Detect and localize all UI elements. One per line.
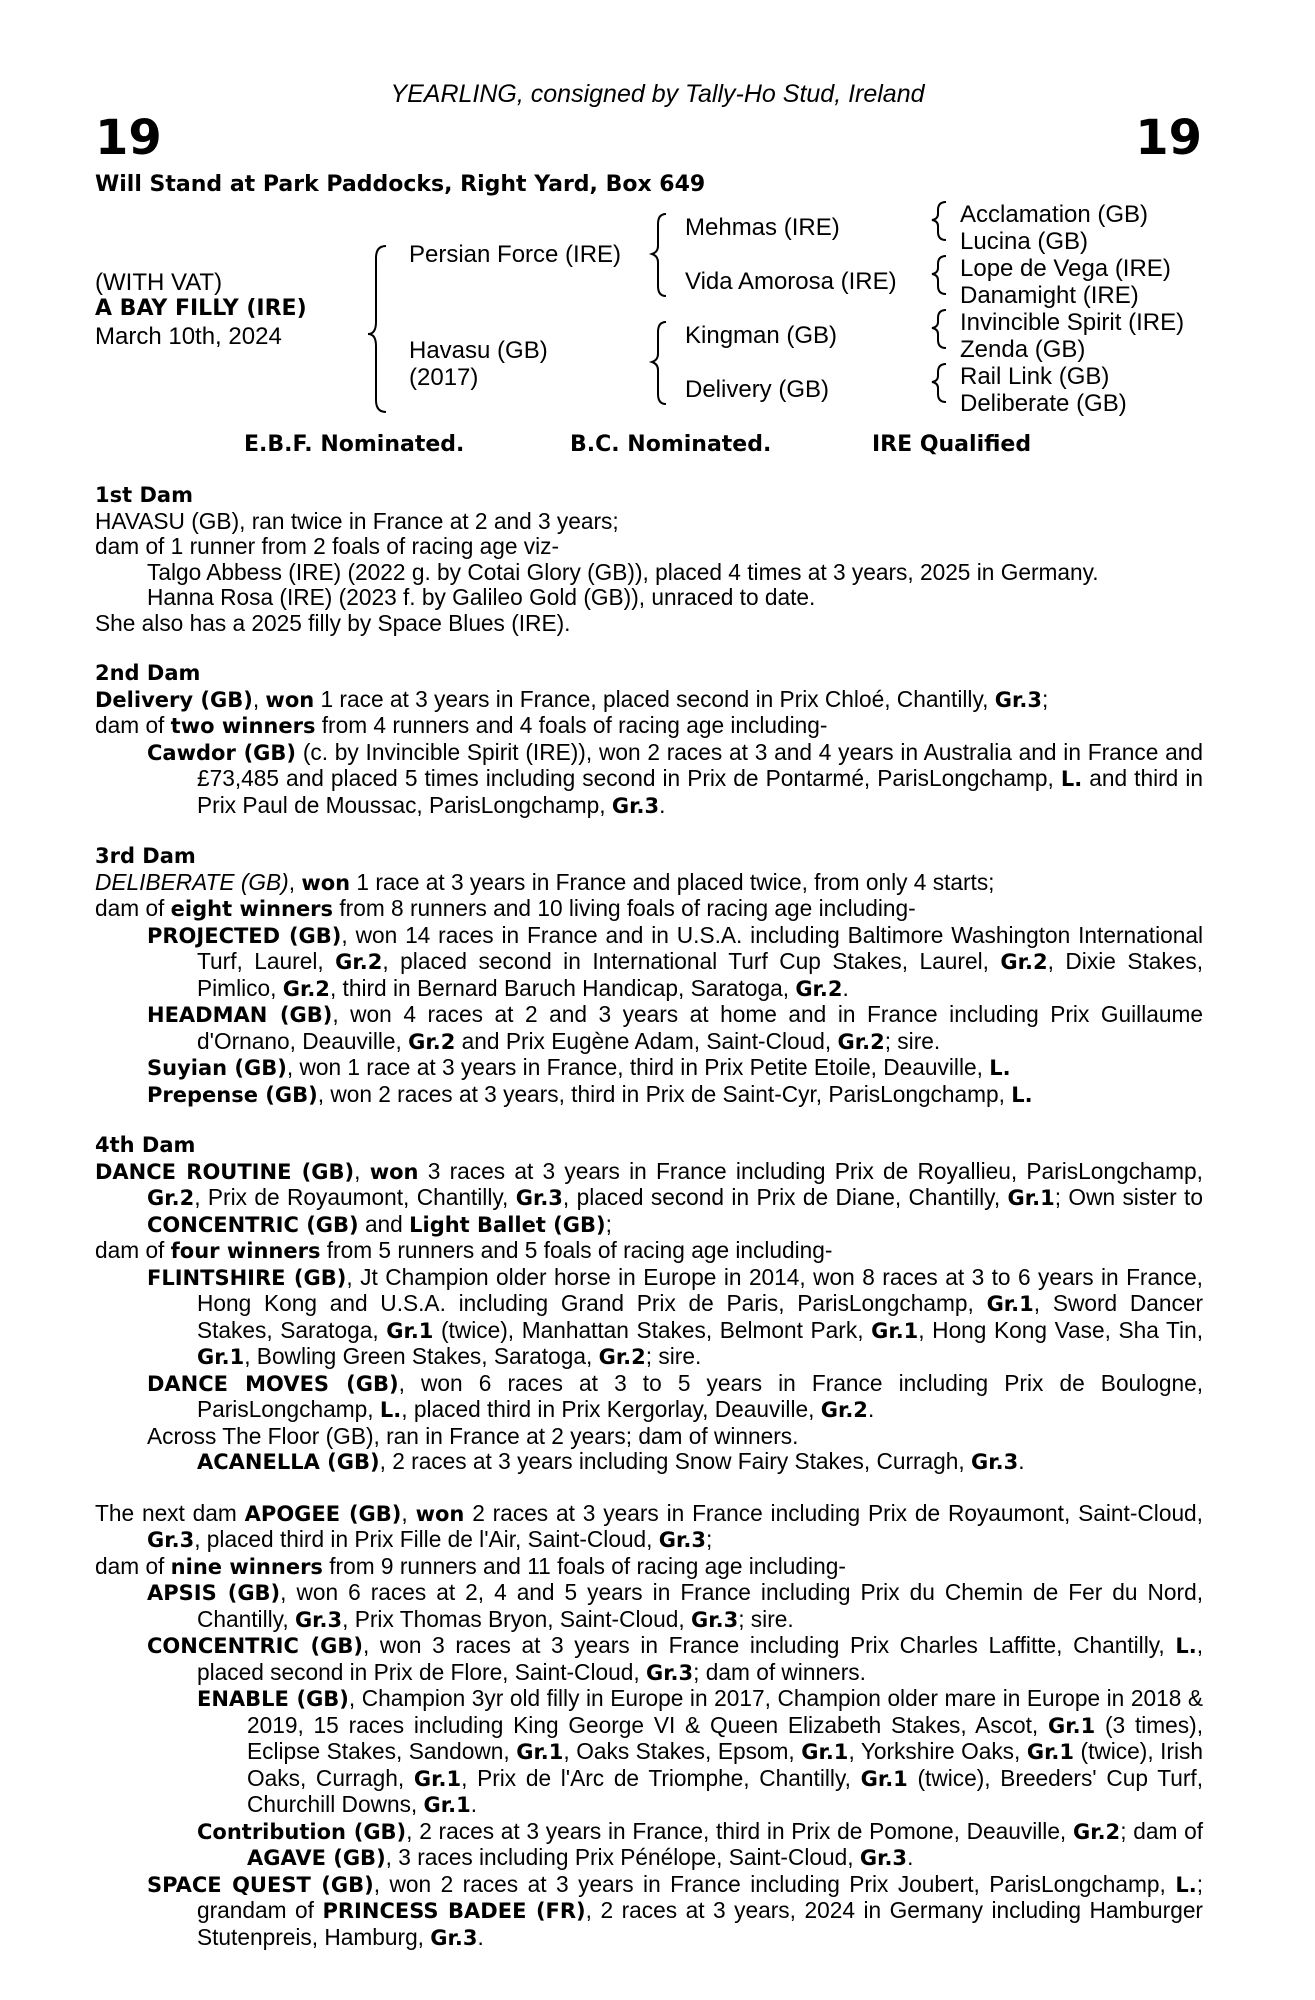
punctuation: . bbox=[1018, 1448, 1025, 1474]
grade-label: Gr.1 bbox=[871, 1318, 919, 1343]
grade-label: Gr.2 bbox=[147, 1186, 195, 1210]
grade-label: Gr.3 bbox=[611, 793, 660, 818]
pedigree-table bbox=[0, 0, 1315, 430]
produce-name: CONCENTRIC (GB) bbox=[147, 1634, 363, 1658]
ebf-nominated: E.B.F. Nominated. bbox=[244, 432, 465, 457]
text: , won 3 races at 3 years in France including Prix Charles Laffitte, Chantilly, bbox=[362, 1632, 1176, 1658]
text: , Bowling Green Stakes, Saratoga, bbox=[244, 1343, 599, 1369]
text: , Prix de Royaumont, Chantilly, bbox=[194, 1184, 516, 1210]
section-heading: 3rd Dam bbox=[95, 844, 196, 868]
dam-year: (2017) bbox=[409, 364, 479, 391]
ire-qualified: IRE Qualified bbox=[872, 432, 1032, 457]
dam-summary: DANCE ROUTINE (GB), won 3 races at 3 years in France including Prix de Royallieu, ParisLongchamp, Gr.2, Prix de Royaumont, Chantilly, Gr.3, placed second in Prix de Diane, Chantilly, Gr.1; Own sister to CONCENTRIC (GB) and Light Ballet (GB); bbox=[95, 1157, 1203, 1237]
text: dam of bbox=[95, 712, 171, 738]
sd-sire: Lope de Vega (IRE) bbox=[960, 255, 1171, 282]
punctuation: . bbox=[477, 1923, 484, 1950]
dam: Havasu (GB) bbox=[409, 337, 548, 364]
winners-count: four winners bbox=[170, 1239, 321, 1263]
text: and third in Prix Paul de Moussac, ParisLongchamp, bbox=[197, 765, 1203, 818]
punctuation: . bbox=[842, 974, 849, 1001]
punctuation: . bbox=[470, 1791, 478, 1817]
text: The next dam bbox=[95, 1499, 245, 1526]
grade-label: Gr.3 bbox=[994, 687, 1042, 712]
text: (twice), Breeders' Cup Turf, Churchill Downs, bbox=[247, 1764, 1204, 1817]
dam-produce-summary bbox=[95, 1554, 1203, 1581]
produce-name: SPACE QUEST (GB) bbox=[147, 1872, 374, 1897]
dam-name: DELIBERATE (GB) bbox=[95, 868, 289, 895]
catalogue-body bbox=[95, 483, 1203, 1976]
dam-produce-summary bbox=[95, 1238, 1203, 1265]
text: ; sire. bbox=[738, 1605, 794, 1632]
text: , Prix de l'Arc de Triomphe, Chantilly, bbox=[461, 1764, 861, 1791]
dam-summary: HAVASU (GB), ran twice in France at 2 and 3 years; bbox=[95, 507, 619, 534]
text: , won 4 races at 2 and 3 years at home and in France including Prix Guillaume d'Ornano, Deauville, bbox=[197, 1001, 1203, 1054]
produce-entry bbox=[95, 923, 1203, 1003]
grade-label: Gr.3 bbox=[294, 1607, 343, 1632]
text: , won 2 races at 3 years in France including Prix Joubert, ParisLongchamp, bbox=[373, 1870, 1176, 1897]
dam-name: DANCE ROUTINE (GB) bbox=[95, 1159, 355, 1184]
grade-label: Gr.3 bbox=[859, 1846, 908, 1870]
dam-summary: Delivery (GB), won 1 race at 3 years in France, placed second in Prix Chloé, Chantilly, Gr.3; bbox=[95, 685, 1049, 712]
third-dam-section bbox=[95, 844, 1203, 1108]
produce-name: APSIS (GB) bbox=[147, 1581, 281, 1605]
text: , 2 races at 3 years, 2024 in Germany including Hamburger Stutenpreis, Hamburg, bbox=[197, 1897, 1203, 1950]
text: , won 1 race at 3 years in France, third in Prix Petite Etoile, Deauville, bbox=[286, 1054, 990, 1080]
lot-number-right: 19 bbox=[1135, 110, 1202, 166]
grade-label: Gr.2 bbox=[1000, 950, 1048, 974]
produce-entry bbox=[95, 1633, 1203, 1686]
produce-name: FLINTSHIRE (GB) bbox=[147, 1265, 347, 1290]
grade-label: Gr.2 bbox=[598, 1345, 646, 1369]
punctuation: ; bbox=[706, 1526, 713, 1552]
dd-dam: Deliberate (GB) bbox=[960, 390, 1127, 417]
grade-label: Gr.1 bbox=[1026, 1740, 1075, 1764]
sibling-name: CONCENTRIC (GB) bbox=[147, 1212, 359, 1237]
punctuation: . bbox=[659, 791, 666, 818]
grade-label: Gr.1 bbox=[1048, 1713, 1096, 1738]
text: , third in Bernard Baruch Handicap, Saratoga, bbox=[329, 974, 796, 1001]
produce-entry bbox=[95, 1686, 1203, 1819]
text: 3 races at 3 years in France including Prix de Royallieu, ParisLongchamp, bbox=[418, 1157, 1203, 1184]
text: , placed third in Prix Kergorlay, Deauville, bbox=[401, 1396, 821, 1422]
grade-label: Gr.2 bbox=[1072, 1819, 1121, 1844]
listed-label: L. bbox=[379, 1398, 402, 1422]
fourth-dam-section bbox=[95, 1133, 1203, 1476]
text: , won 14 races in France and in U.S.A. including Baltimore Washington International Turf, Laurel, bbox=[197, 921, 1203, 974]
text: dam of bbox=[95, 1552, 171, 1579]
race-record: 1 race at 3 years in France and placed twice, from only 4 starts; bbox=[350, 868, 995, 895]
ss-sire: Acclamation (GB) bbox=[960, 201, 1149, 228]
grade-label: Gr.1 bbox=[801, 1740, 849, 1764]
consignment-line: YEARLING, consigned by Tally-Ho Stud, Ireland bbox=[390, 80, 925, 108]
text: ; dam of bbox=[1120, 1817, 1204, 1844]
punctuation: ; bbox=[605, 1210, 612, 1237]
text: , Jt Champion older horse in Europe in 2014, won 8 races at 3 to 6 years in France, Hong Kong and U.S.A. including Grand Prix de Paris, ParisLongchamp, bbox=[197, 1263, 1203, 1316]
grade-label: Gr.1 bbox=[197, 1345, 245, 1369]
produce-name: DANCE MOVES (GB) bbox=[147, 1371, 399, 1396]
produce-name: PROJECTED (GB) bbox=[147, 923, 342, 948]
produce-name: HEADMAN (GB) bbox=[147, 1003, 333, 1027]
text: and bbox=[358, 1210, 410, 1237]
text: from 5 runners and 5 foals of racing age including- bbox=[320, 1237, 833, 1263]
text: 2 races at 3 years in France including Prix de Royaumont, Saint-Cloud, bbox=[464, 1499, 1203, 1526]
text: , 3 races including Prix Pénélope, Saint-Cloud, bbox=[385, 1844, 860, 1870]
produce-name: PRINCESS BADEE (FR) bbox=[322, 1899, 586, 1923]
text: , Dixie Stakes, Pimlico, bbox=[197, 948, 1204, 1001]
dam-produce-summary: dam of 1 runner from 2 foals of racing age viz- bbox=[95, 533, 560, 559]
second-dam-section bbox=[95, 661, 1203, 819]
text: , Sword Dancer Stakes, Saratoga, bbox=[197, 1290, 1204, 1343]
winners-count: nine winners bbox=[170, 1554, 323, 1579]
sire: Persian Force (IRE) bbox=[409, 241, 622, 268]
dam-name: APOGEE (GB) bbox=[244, 1501, 402, 1526]
listed-label: L. bbox=[1011, 1082, 1033, 1107]
produce-entry bbox=[95, 1265, 1203, 1371]
won-label: won bbox=[415, 1501, 465, 1526]
dam-produce-summary bbox=[95, 896, 1203, 923]
listed-label: L. bbox=[989, 1056, 1011, 1080]
produce-entry bbox=[95, 1872, 1203, 1952]
grade-label: Gr.2 bbox=[408, 1029, 456, 1054]
grade-label: Gr.3 bbox=[515, 1186, 563, 1210]
vat-note: (WITH VAT) bbox=[95, 269, 223, 296]
text: ; dam of winners. bbox=[693, 1658, 866, 1685]
text: (twice), Manhattan Stakes, Belmont Park, bbox=[433, 1316, 872, 1343]
winners-count: eight winners bbox=[170, 897, 334, 921]
text: , Hong Kong Vase, Sha Tin, bbox=[918, 1316, 1204, 1343]
text: (c. by Invincible Spirit (IRE)), won 2 races at 3 and 4 years in Australia and in France and £73,485 and placed 5 times including second in Prix de Pontarmé, ParisLongchamp, bbox=[197, 738, 1203, 791]
grade-label: Gr.2 bbox=[335, 950, 383, 974]
punctuation: . bbox=[867, 1396, 875, 1422]
text: , 2 races at 3 years in France, third in Prix de Pomone, Deauville, bbox=[406, 1817, 1073, 1844]
text: (3 times), Eclipse Stakes, Sandown, bbox=[247, 1711, 1204, 1764]
punctuation: . bbox=[907, 1844, 914, 1870]
grade-label: Gr.3 bbox=[971, 1450, 1019, 1474]
dam-summary: DELIBERATE (GB), won 1 race at 3 years in France and placed twice, from only 4 starts; bbox=[95, 868, 995, 895]
produce-entry bbox=[95, 1082, 1203, 1109]
listed-label: L. bbox=[1175, 1872, 1197, 1897]
dam-dam: Delivery (GB) bbox=[685, 376, 830, 403]
text: , Yorkshire Oaks, bbox=[848, 1738, 1027, 1764]
produce-entry bbox=[95, 740, 1203, 820]
text: , placed second in International Turf Cup Stakes, Laurel, bbox=[382, 948, 1001, 974]
winners-count: two winners bbox=[170, 714, 316, 738]
won-label: won bbox=[369, 1159, 419, 1184]
dam-note: She also has a 2025 filly by Space Blues (IRE). bbox=[95, 609, 571, 636]
dam-name: Delivery (GB) bbox=[95, 687, 253, 712]
sire-sire: Mehmas (IRE) bbox=[685, 214, 840, 241]
text: , won 6 races at 2, 4 and 5 years in France including Prix du Chemin de Fer du Nord, Chantilly, bbox=[197, 1579, 1203, 1632]
ds-sire: Invincible Spirit (IRE) bbox=[960, 309, 1185, 336]
text: , placed third in Prix Fille de l'Air, Saint-Cloud, bbox=[194, 1526, 659, 1552]
text: and Prix Eugène Adam, Saint-Cloud, bbox=[455, 1027, 838, 1054]
grade-label: Gr.3 bbox=[147, 1528, 195, 1552]
grade-label: Gr.1 bbox=[423, 1793, 471, 1817]
grade-label: Gr.3 bbox=[430, 1925, 478, 1950]
dd-sire: Rail Link (GB) bbox=[960, 363, 1110, 390]
ds-dam: Zenda (GB) bbox=[960, 336, 1086, 363]
produce-entry bbox=[95, 1002, 1203, 1055]
text: from 4 runners and 4 foals of racing age including- bbox=[315, 712, 828, 738]
produce-name: Contribution (GB) bbox=[197, 1819, 407, 1844]
produce-entry: Talgo Abbess (IRE) (2022 g. by Cotai Glory (GB)), placed 4 times at 3 years, 2025 in Germany. bbox=[147, 558, 1099, 585]
text: , Oaks Stakes, Epsom, bbox=[563, 1738, 802, 1764]
text: dam of bbox=[95, 1237, 171, 1263]
section-heading: 2nd Dam bbox=[95, 661, 201, 685]
text: ; sire. bbox=[884, 1027, 941, 1054]
dam-summary: The next dam APOGEE (GB), won 2 races at 3 years in France including Prix de Royaumont, Saint-Cloud, Gr.3, placed third in Prix Fille de l'Air, Saint-Cloud, Gr.3; bbox=[95, 1499, 1203, 1552]
section-heading: 1st Dam bbox=[95, 483, 193, 507]
ss-dam: Lucina (GB) bbox=[960, 228, 1089, 255]
grade-label: Gr.1 bbox=[516, 1740, 564, 1764]
grade-label: Gr.2 bbox=[795, 976, 843, 1001]
text: from 9 runners and 11 foals of racing age including- bbox=[322, 1552, 846, 1579]
first-dam-section bbox=[95, 483, 1203, 636]
lot-number-left: 19 bbox=[95, 110, 162, 166]
produce-name: ENABLE (GB) bbox=[197, 1687, 349, 1711]
produce-entry: Hanna Rosa (IRE) (2023 f. by Galileo Gold (GB)), unraced to date. bbox=[147, 584, 816, 610]
sire-dam: Vida Amorosa (IRE) bbox=[685, 268, 897, 295]
text: , 2 races at 3 years including Snow Fairy Stakes, Curragh, bbox=[379, 1448, 972, 1474]
foaling-date: March 10th, 2024 bbox=[95, 323, 282, 350]
grade-label: Gr.2 bbox=[282, 976, 330, 1001]
produce-entry bbox=[95, 1449, 1203, 1476]
text: ; grandam of bbox=[197, 1870, 1203, 1923]
produce-entry bbox=[95, 1055, 1203, 1082]
grade-label: Gr.2 bbox=[820, 1398, 868, 1422]
produce-name: Suyian (GB) bbox=[147, 1056, 287, 1080]
section-heading: 4th Dam bbox=[95, 1133, 196, 1157]
produce-entry: Across The Floor (GB), ran in France at 2 years; dam of winners. bbox=[147, 1422, 799, 1449]
sibling-name: Light Ballet (GB) bbox=[409, 1212, 606, 1237]
race-record: 1 race at 3 years in France, placed second in Prix Chloé, Chantilly, bbox=[314, 685, 995, 712]
punctuation: ; bbox=[1041, 685, 1049, 712]
text: (twice), Irish Oaks, Curragh, bbox=[247, 1738, 1203, 1791]
text: , won 2 races at 3 years, third in Prix de Saint-Cyr, ParisLongchamp, bbox=[317, 1080, 1012, 1107]
text: , Champion 3yr old filly in Europe in 2017, Champion older mare in Europe in 2018 & 2019, 15 races including King George VI & Queen Elizabeth Stakes, Ascot, bbox=[247, 1685, 1204, 1738]
next-dam-section bbox=[95, 1501, 1203, 1952]
grade-label: Gr.1 bbox=[986, 1292, 1034, 1316]
sd-dam: Danamight (IRE) bbox=[960, 282, 1139, 309]
grade-label: Gr.2 bbox=[837, 1029, 885, 1054]
won-label: won bbox=[301, 870, 351, 895]
grade-label: Gr.3 bbox=[691, 1607, 739, 1632]
won-label: won bbox=[265, 687, 315, 712]
text: ; sire. bbox=[645, 1343, 702, 1369]
grade-label: Gr.3 bbox=[658, 1528, 706, 1552]
grade-label: Gr.3 bbox=[645, 1660, 694, 1685]
grade-label: Gr.1 bbox=[860, 1766, 908, 1791]
listed-label: L. bbox=[1175, 1634, 1197, 1658]
text: from 8 runners and 10 living foals of racing age including- bbox=[333, 895, 916, 921]
dam-sire: Kingman (GB) bbox=[685, 322, 838, 349]
produce-entry bbox=[95, 1371, 1203, 1424]
text: , Prix Thomas Bryon, Saint-Cloud, bbox=[342, 1605, 691, 1632]
listed-label: L. bbox=[1060, 767, 1083, 791]
bc-nominated: B.C. Nominated. bbox=[570, 432, 772, 457]
grade-label: Gr.1 bbox=[1007, 1186, 1055, 1210]
text: , won 6 races at 3 to 5 years in France including Prix de Boulogne, ParisLongchamp, bbox=[197, 1369, 1203, 1422]
horse-name: A BAY FILLY (IRE) bbox=[95, 296, 307, 321]
produce-name: Cawdor (GB) bbox=[147, 740, 297, 765]
produce-name: ACANELLA (GB) bbox=[197, 1450, 380, 1474]
text: dam of bbox=[95, 895, 171, 921]
stand-location: Will Stand at Park Paddocks, Right Yard, Box 649 bbox=[95, 172, 706, 197]
text: , placed second in Prix de Flore, Saint-Cloud, bbox=[197, 1632, 1204, 1685]
dam-produce-summary bbox=[95, 713, 1203, 740]
produce-name: AGAVE (GB) bbox=[247, 1846, 386, 1870]
produce-name: Prepense (GB) bbox=[147, 1082, 318, 1107]
produce-entry bbox=[95, 1819, 1203, 1872]
produce-entry bbox=[95, 1580, 1203, 1633]
grade-label: Gr.1 bbox=[386, 1318, 434, 1343]
text: , placed second in Prix de Diane, Chantilly, bbox=[562, 1184, 1008, 1210]
text: ; Own sister to bbox=[1054, 1184, 1203, 1210]
grade-label: Gr.1 bbox=[413, 1766, 462, 1791]
